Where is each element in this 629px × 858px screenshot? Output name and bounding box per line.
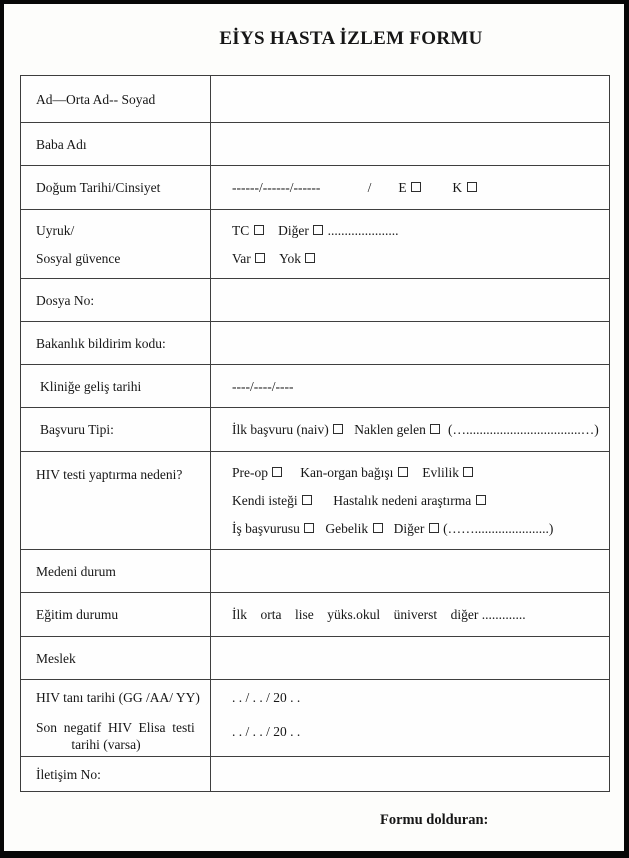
field-value-uyruk-sosyal-guvence[interactable] xyxy=(211,210,609,278)
field-value-text: Diğer xyxy=(383,521,428,536)
checkbox-icon[interactable] xyxy=(254,225,264,235)
checkbox-icon[interactable] xyxy=(333,424,343,434)
field-value-hiv-tani-tarihi[interactable] xyxy=(211,680,609,756)
checkbox-icon[interactable] xyxy=(302,495,312,505)
field-value-bakanlik-bildirim-kodu[interactable] xyxy=(211,322,609,364)
field-value-text: . . / . . / 20 . . xyxy=(232,724,301,739)
form-row-klinige-gelis-tarihi xyxy=(21,364,609,407)
field-label-iletisim-no xyxy=(21,757,211,791)
field-value-text: Evlilik xyxy=(408,465,463,480)
field-label-egitim-durumu xyxy=(21,593,211,636)
field-value-text: ----/----/---- xyxy=(232,378,294,394)
field-label-dogum-tarihi-cinsiyet xyxy=(21,166,211,209)
checkbox-icon[interactable] xyxy=(313,225,323,235)
form-row-basvuru-tipi xyxy=(21,407,609,451)
field-label-dosya-no xyxy=(21,279,211,321)
field-value-text: Gebelik xyxy=(315,521,372,536)
field-value-meslek[interactable] xyxy=(211,637,609,679)
form-title: EİYS HASTA İZLEM FORMU xyxy=(219,28,483,49)
form-row-dosya-no xyxy=(21,278,609,321)
field-label-baba-adi xyxy=(21,123,211,165)
form-row-egitim-durumu xyxy=(21,592,609,636)
checkbox-icon[interactable] xyxy=(398,467,408,477)
field-value-medeni-durum[interactable] xyxy=(211,550,609,592)
field-value-line xyxy=(232,378,603,395)
field-label-text: Uyruk/ xyxy=(36,222,75,238)
checkbox-icon[interactable] xyxy=(429,523,439,533)
field-value-text: (…..................................…) xyxy=(441,422,599,437)
field-label-hiv-testi-nedeni xyxy=(21,452,211,549)
checkbox-icon[interactable] xyxy=(255,253,265,263)
field-label-text: Başvuru Tipi: xyxy=(40,422,114,437)
field-value-ad-soyad[interactable] xyxy=(211,76,609,122)
field-value-egitim-durumu[interactable] xyxy=(211,593,609,636)
field-label-meslek xyxy=(21,637,211,679)
checkbox-icon[interactable] xyxy=(304,523,314,533)
field-value-line xyxy=(232,222,603,239)
field-value-line xyxy=(232,606,603,623)
field-value-text: Yok xyxy=(266,250,305,266)
field-value-line xyxy=(232,520,603,537)
field-value-text: İş başvurusu xyxy=(232,521,304,536)
field-value-text: K xyxy=(422,180,466,195)
field-value-dogum-tarihi-cinsiyet[interactable] xyxy=(211,166,609,209)
field-label-text: Meslek xyxy=(36,650,76,666)
field-label-uyruk-sosyal-guvence xyxy=(21,210,211,278)
checkbox-icon[interactable] xyxy=(463,467,473,477)
field-value-text: İlk orta lise yüks.okul üniverst diğer ............. xyxy=(232,607,526,622)
checkbox-icon[interactable] xyxy=(411,182,421,192)
field-value-text: TC xyxy=(232,222,253,238)
field-value-text: Diğer xyxy=(264,222,313,238)
field-label-text: HIV testi yaptırma nedeni? xyxy=(36,467,183,482)
field-value-line xyxy=(232,464,603,481)
field-value-dosya-no[interactable] xyxy=(211,279,609,321)
field-value-text: (……......................) xyxy=(439,521,554,536)
field-value-text: Kendi isteği xyxy=(232,493,301,508)
checkbox-icon[interactable] xyxy=(430,424,440,434)
field-label-bakanlik-bildirim-kodu xyxy=(21,322,211,364)
form-row-hiv-testi-nedeni xyxy=(21,451,609,549)
field-label-text: tarihi (varsa) xyxy=(71,737,141,752)
field-value-line xyxy=(232,492,603,509)
field-value-text: . . / . . / 20 . . xyxy=(232,690,301,705)
form-row-hiv-tani-tarihi xyxy=(21,679,609,756)
field-value-line xyxy=(232,250,603,267)
checkbox-icon[interactable] xyxy=(476,495,486,505)
field-value-iletisim-no[interactable] xyxy=(211,757,609,791)
field-value-text: İlk başvuru (naiv) xyxy=(232,422,333,437)
form-row-medeni-durum xyxy=(21,549,609,592)
form-row-iletisim-no xyxy=(21,756,609,791)
field-value-line xyxy=(232,689,603,706)
field-label-hiv-tani-tarihi xyxy=(21,680,211,756)
form-table xyxy=(20,75,610,792)
field-label-klinige-gelis-tarihi xyxy=(21,365,211,407)
field-label-text: Ad—Orta Ad-- Soyad xyxy=(36,91,156,107)
field-value-line xyxy=(232,421,603,438)
field-value-text: ------/------/------ / E xyxy=(232,180,411,195)
field-value-text: Naklen gelen xyxy=(344,422,430,437)
field-value-line xyxy=(232,723,603,740)
field-label-text: Baba Adı xyxy=(36,136,87,152)
form-row-ad-soyad xyxy=(21,76,609,122)
field-label-text: Doğum Tarihi/Cinsiyet xyxy=(36,180,161,195)
field-label-text: Kliniğe geliş tarihi xyxy=(40,378,142,394)
form-filler-label: Formu dolduran: xyxy=(380,812,489,828)
form-row-meslek xyxy=(21,636,609,679)
checkbox-icon[interactable] xyxy=(272,467,282,477)
field-label-text: Sosyal güvence xyxy=(36,250,121,266)
field-value-text: Hastalık nedeni araştırma xyxy=(313,493,475,508)
form-row-baba-adi xyxy=(21,122,609,165)
field-label-text: Eğitim durumu xyxy=(36,607,119,622)
field-label-text: Son negatif HIV Elisa testi xyxy=(36,720,195,735)
field-value-baba-adi[interactable] xyxy=(211,123,609,165)
field-label-medeni-durum xyxy=(21,550,211,592)
field-label-ad-soyad xyxy=(21,76,211,122)
field-value-basvuru-tipi[interactable] xyxy=(211,408,609,451)
field-label-text: İletişim No: xyxy=(36,766,101,782)
field-value-text: ..................... xyxy=(324,222,399,238)
checkbox-icon[interactable] xyxy=(305,253,315,263)
checkbox-icon[interactable] xyxy=(467,182,477,192)
field-label-basvuru-tipi xyxy=(21,408,211,451)
field-value-text: Pre-op xyxy=(232,465,272,480)
form-row-dogum-tarihi-cinsiyet xyxy=(21,165,609,209)
field-label-text: Bakanlık bildirim kodu: xyxy=(36,335,166,351)
field-value-text: Var xyxy=(232,250,255,266)
form-row-bakanlik-bildirim-kodu xyxy=(21,321,609,364)
field-value-klinige-gelis-tarihi[interactable] xyxy=(211,365,609,407)
field-label-text: Dosya No: xyxy=(36,292,95,308)
field-value-text: Kan-organ bağışı xyxy=(283,465,397,480)
field-label-text: Medeni durum xyxy=(36,563,116,579)
field-value-line xyxy=(232,179,603,196)
form-row-uyruk-sosyal-guvence xyxy=(21,209,609,278)
field-value-hiv-testi-nedeni[interactable] xyxy=(211,452,609,549)
field-label-text: HIV tanı tarihi (GG /AA/ YY) xyxy=(36,690,200,705)
checkbox-icon[interactable] xyxy=(373,523,383,533)
